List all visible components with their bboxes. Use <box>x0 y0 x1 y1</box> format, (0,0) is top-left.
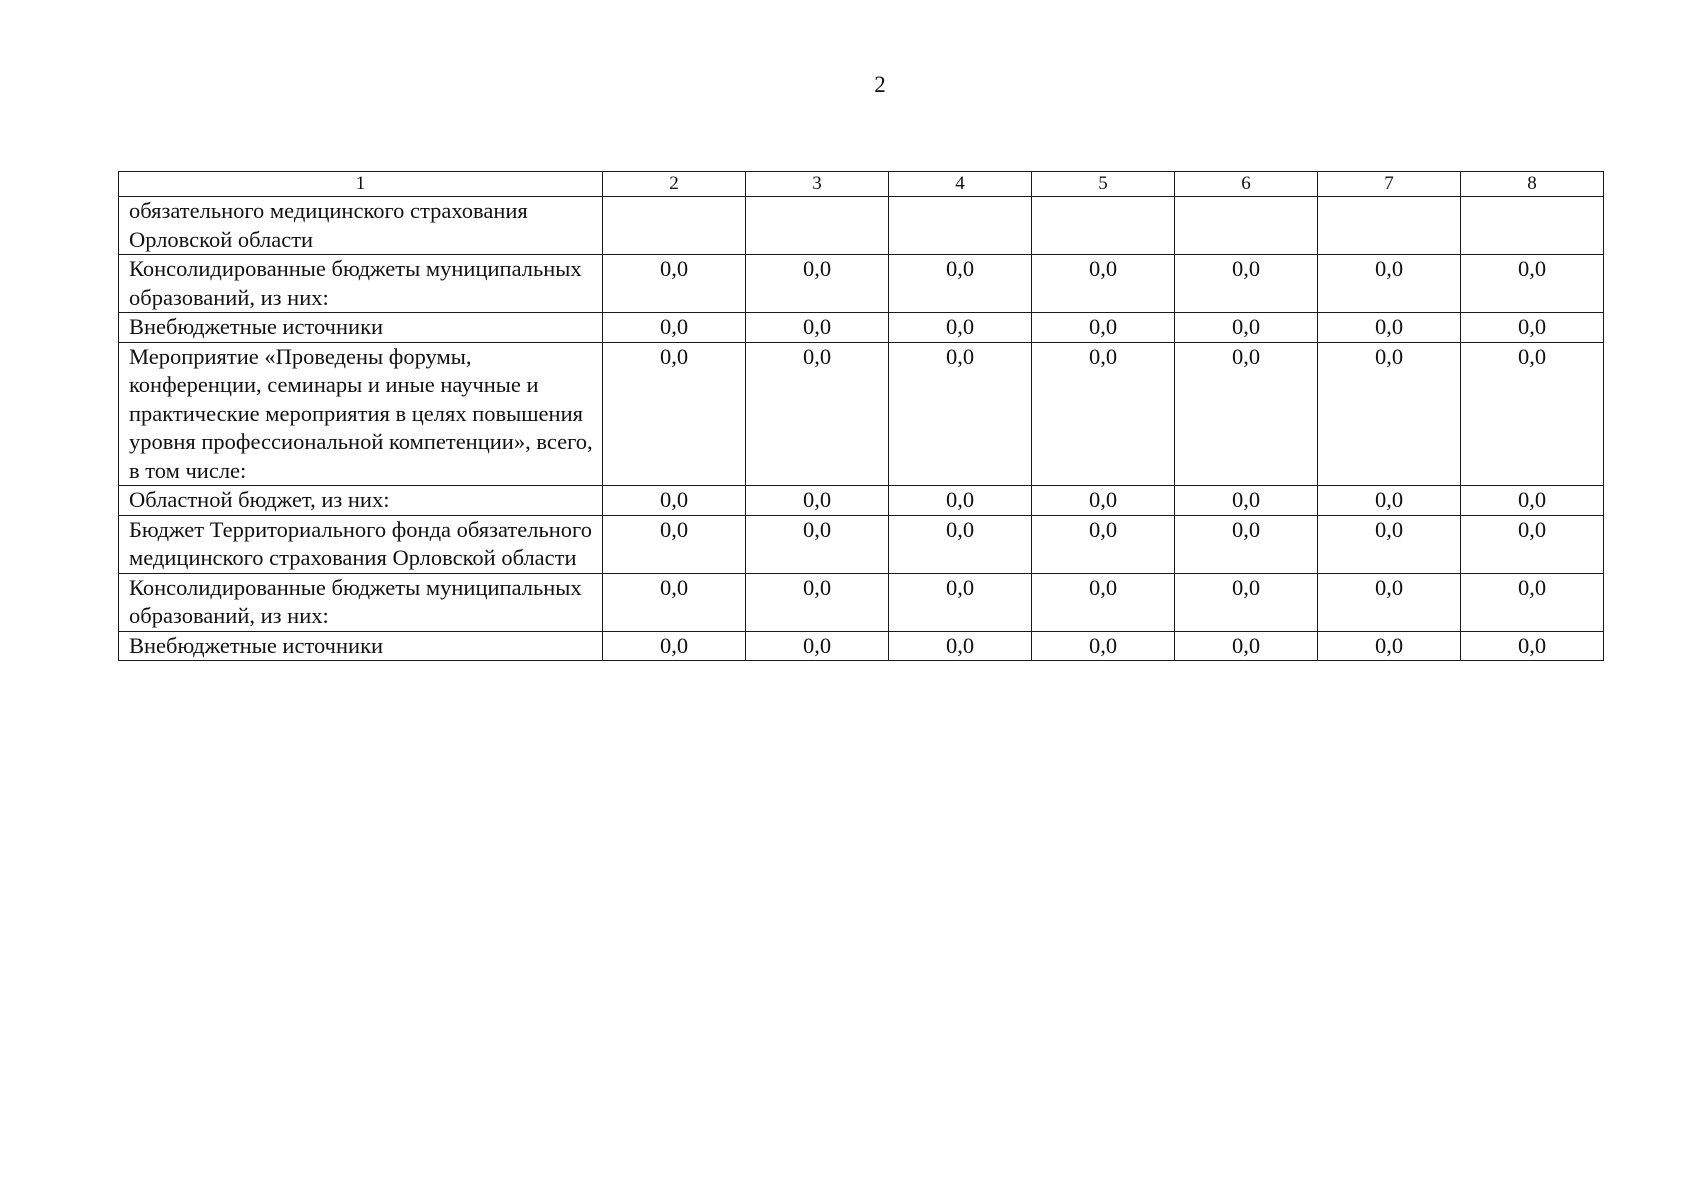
header-cell: 1 <box>119 172 603 197</box>
value-cell <box>1461 197 1604 255</box>
value-cell: 0,0 <box>746 313 889 343</box>
value-cell: 0,0 <box>1318 515 1461 573</box>
value-cell: 0,0 <box>603 255 746 313</box>
value-cell: 0,0 <box>603 342 746 486</box>
value-cell: 0,0 <box>746 631 889 661</box>
header-cell: 4 <box>889 172 1032 197</box>
table-row <box>119 515 1604 573</box>
row-label: обязательного медицинского страхования Орловской области <box>119 197 603 255</box>
value-cell: 0,0 <box>1461 573 1604 631</box>
value-cell <box>1175 197 1318 255</box>
table-row <box>119 573 1604 631</box>
value-cell: 0,0 <box>1175 515 1318 573</box>
value-cell: 0,0 <box>603 631 746 661</box>
value-cell: 0,0 <box>1461 515 1604 573</box>
table-row <box>119 486 1604 516</box>
value-cell: 0,0 <box>1318 573 1461 631</box>
row-label: Консолидированные бюджеты муниципальных образований, из них: <box>119 573 603 631</box>
header-cell: 2 <box>603 172 746 197</box>
value-cell: 0,0 <box>1032 515 1175 573</box>
value-cell: 0,0 <box>1175 342 1318 486</box>
table-row <box>119 342 1604 486</box>
value-cell: 0,0 <box>889 255 1032 313</box>
value-cell: 0,0 <box>1461 342 1604 486</box>
value-cell: 0,0 <box>889 631 1032 661</box>
value-cell: 0,0 <box>1461 255 1604 313</box>
value-cell: 0,0 <box>746 255 889 313</box>
row-label: Внебюджетные источники <box>119 631 603 661</box>
value-cell: 0,0 <box>746 573 889 631</box>
value-cell <box>1032 197 1175 255</box>
page-number: 2 <box>874 72 886 97</box>
budget-table <box>118 171 1604 661</box>
value-cell <box>603 197 746 255</box>
value-cell: 0,0 <box>889 313 1032 343</box>
value-cell: 0,0 <box>1032 313 1175 343</box>
value-cell <box>746 197 889 255</box>
value-cell: 0,0 <box>889 515 1032 573</box>
header-cell: 8 <box>1461 172 1604 197</box>
value-cell: 0,0 <box>1032 573 1175 631</box>
value-cell: 0,0 <box>1175 255 1318 313</box>
value-cell: 0,0 <box>746 342 889 486</box>
value-cell: 0,0 <box>746 486 889 516</box>
value-cell <box>1318 197 1461 255</box>
value-cell: 0,0 <box>1032 631 1175 661</box>
value-cell: 0,0 <box>889 342 1032 486</box>
row-label: Областной бюджет, из них: <box>119 486 603 516</box>
header-cell: 5 <box>1032 172 1175 197</box>
value-cell <box>889 197 1032 255</box>
header-cell: 7 <box>1318 172 1461 197</box>
table-header-row <box>119 172 1604 197</box>
row-label: Бюджет Территориального фонда обязательного медицинского страхования Орловской области <box>119 515 603 573</box>
value-cell: 0,0 <box>603 313 746 343</box>
value-cell: 0,0 <box>746 515 889 573</box>
value-cell: 0,0 <box>1032 255 1175 313</box>
value-cell: 0,0 <box>889 573 1032 631</box>
row-label: Консолидированные бюджеты муниципальных образований, из них: <box>119 255 603 313</box>
row-label: Внебюджетные источники <box>119 313 603 343</box>
value-cell: 0,0 <box>1175 486 1318 516</box>
table-row <box>119 197 1604 255</box>
value-cell: 0,0 <box>1318 631 1461 661</box>
value-cell: 0,0 <box>1032 486 1175 516</box>
value-cell: 0,0 <box>1032 342 1175 486</box>
value-cell: 0,0 <box>1461 486 1604 516</box>
value-cell: 0,0 <box>1461 631 1604 661</box>
value-cell: 0,0 <box>1318 486 1461 516</box>
value-cell: 0,0 <box>1175 313 1318 343</box>
value-cell: 0,0 <box>1175 573 1318 631</box>
header-cell: 6 <box>1175 172 1318 197</box>
value-cell: 0,0 <box>1318 313 1461 343</box>
value-cell: 0,0 <box>1318 342 1461 486</box>
table-row <box>119 255 1604 313</box>
header-cell: 3 <box>746 172 889 197</box>
value-cell: 0,0 <box>603 573 746 631</box>
row-label: Мероприятие «Проведены форумы, конференции, семинары и иные научные и практические мероприятия в целях повышения уровня профессиональной компетенции», всего, в том числе: <box>119 342 603 486</box>
value-cell: 0,0 <box>1461 313 1604 343</box>
table-row <box>119 631 1604 661</box>
value-cell: 0,0 <box>1318 255 1461 313</box>
value-cell: 0,0 <box>1175 631 1318 661</box>
value-cell: 0,0 <box>603 515 746 573</box>
table-row <box>119 313 1604 343</box>
value-cell: 0,0 <box>603 486 746 516</box>
value-cell: 0,0 <box>889 486 1032 516</box>
